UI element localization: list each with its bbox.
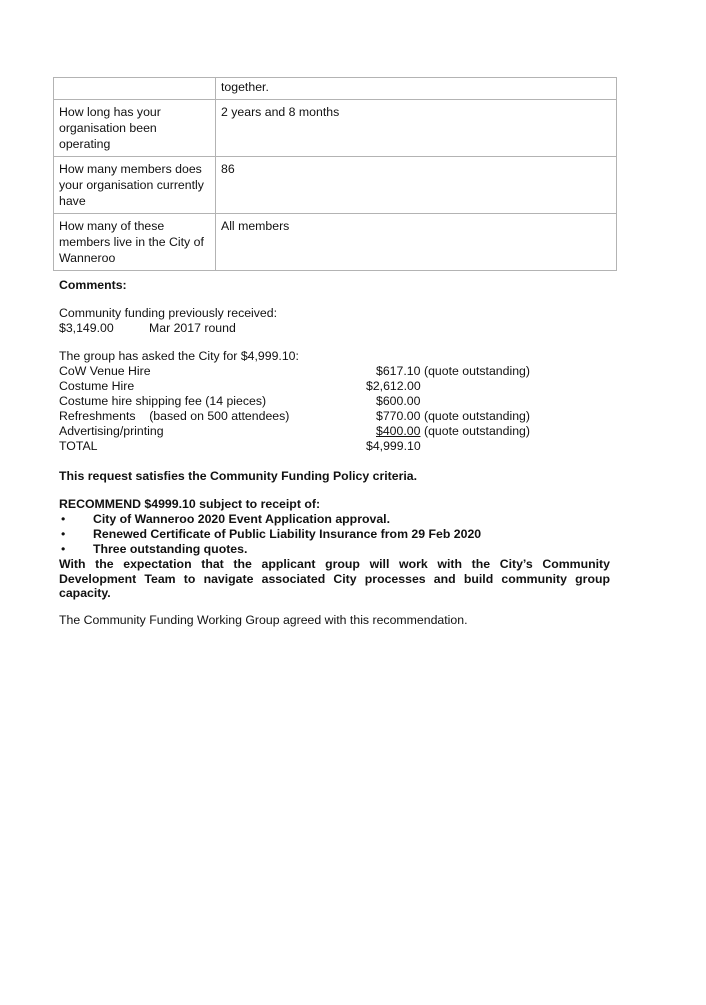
budget-item-note: (quote outstanding) [424, 364, 530, 378]
recommendation-heading: RECOMMEND $4999.10 subject to receipt of: [59, 497, 321, 511]
budget-item [59, 379, 610, 394]
organisation-info-table [53, 77, 617, 271]
budget-item-note: (quote outstanding) [424, 409, 530, 423]
previous-funding [59, 306, 610, 336]
request-intro: The group has asked the City for $4,999.10: [59, 349, 299, 363]
condition-text: Renewed Certificate of Public Liability Insurance from 29 Feb 2020 [93, 527, 482, 541]
budget-breakdown [59, 349, 610, 454]
agreement-text: The Community Funding Working Group agreed with this recommendation. [59, 613, 468, 627]
answer-cell: 2 years and 8 months [216, 100, 617, 157]
budget-item [59, 409, 610, 424]
condition-text: Three outstanding quotes. [93, 542, 248, 556]
policy-statement: This request satisfies the Community Funding Policy criteria. [59, 469, 418, 483]
bullet-icon: • [61, 527, 66, 541]
condition-item [59, 542, 610, 557]
budget-item-note: (quote outstanding) [424, 424, 530, 438]
table-row [54, 157, 617, 214]
previous-funding-label: Community funding previously received: [59, 306, 278, 320]
budget-total-label: TOTAL [59, 439, 98, 453]
question-cell: How many of these members live in the City of Wanneroo [54, 214, 216, 271]
table-row [54, 78, 617, 100]
budget-item-label: CoW Venue Hire [59, 364, 151, 378]
budget-item-amount: $600.00 [376, 394, 421, 408]
previous-amount: $3,149.00 [59, 321, 114, 335]
answer-cell: 86 [216, 157, 617, 214]
budget-total [59, 439, 610, 454]
previous-funding-detail [59, 321, 610, 336]
answer-cell: All members [216, 214, 617, 271]
table-row [54, 100, 617, 157]
recommendation [59, 497, 610, 601]
expectation-text: With the expectation that the applicant group will work with the City’s Community Development Team to navigate associated City processes and build community group capacity. [59, 557, 610, 600]
budget-item-amount: $2,612.00 [366, 379, 421, 393]
budget-item-label: Costume Hire [59, 379, 135, 393]
budget-item [59, 394, 610, 409]
question-cell [54, 78, 216, 100]
condition-text: City of Wanneroo 2020 Event Application approval. [93, 512, 390, 526]
answer-cell: together. [216, 78, 617, 100]
question-cell: How many members does your organisation currently have [54, 157, 216, 214]
budget-item-amount: $400.00 [376, 424, 421, 438]
bullet-icon: • [61, 512, 66, 526]
bullet-icon: • [61, 542, 66, 556]
budget-item [59, 364, 610, 379]
question-cell: How long has your organisation been operating [54, 100, 216, 157]
budget-item-amount: $617.10 [376, 364, 421, 378]
budget-item-label: Advertising/printing [59, 424, 164, 438]
previous-round: Mar 2017 round [149, 321, 236, 335]
budget-item-amount: $770.00 [376, 409, 421, 423]
budget-total-amount: $4,999.10 [366, 439, 421, 453]
comments-heading: Comments: [59, 278, 127, 292]
table-row [54, 214, 617, 271]
budget-item [59, 424, 610, 439]
budget-item-label: Refreshments (based on 500 attendees) [59, 409, 290, 423]
condition-item [59, 512, 610, 527]
budget-item-label: Costume hire shipping fee (14 pieces) [59, 394, 267, 408]
condition-item [59, 527, 610, 542]
